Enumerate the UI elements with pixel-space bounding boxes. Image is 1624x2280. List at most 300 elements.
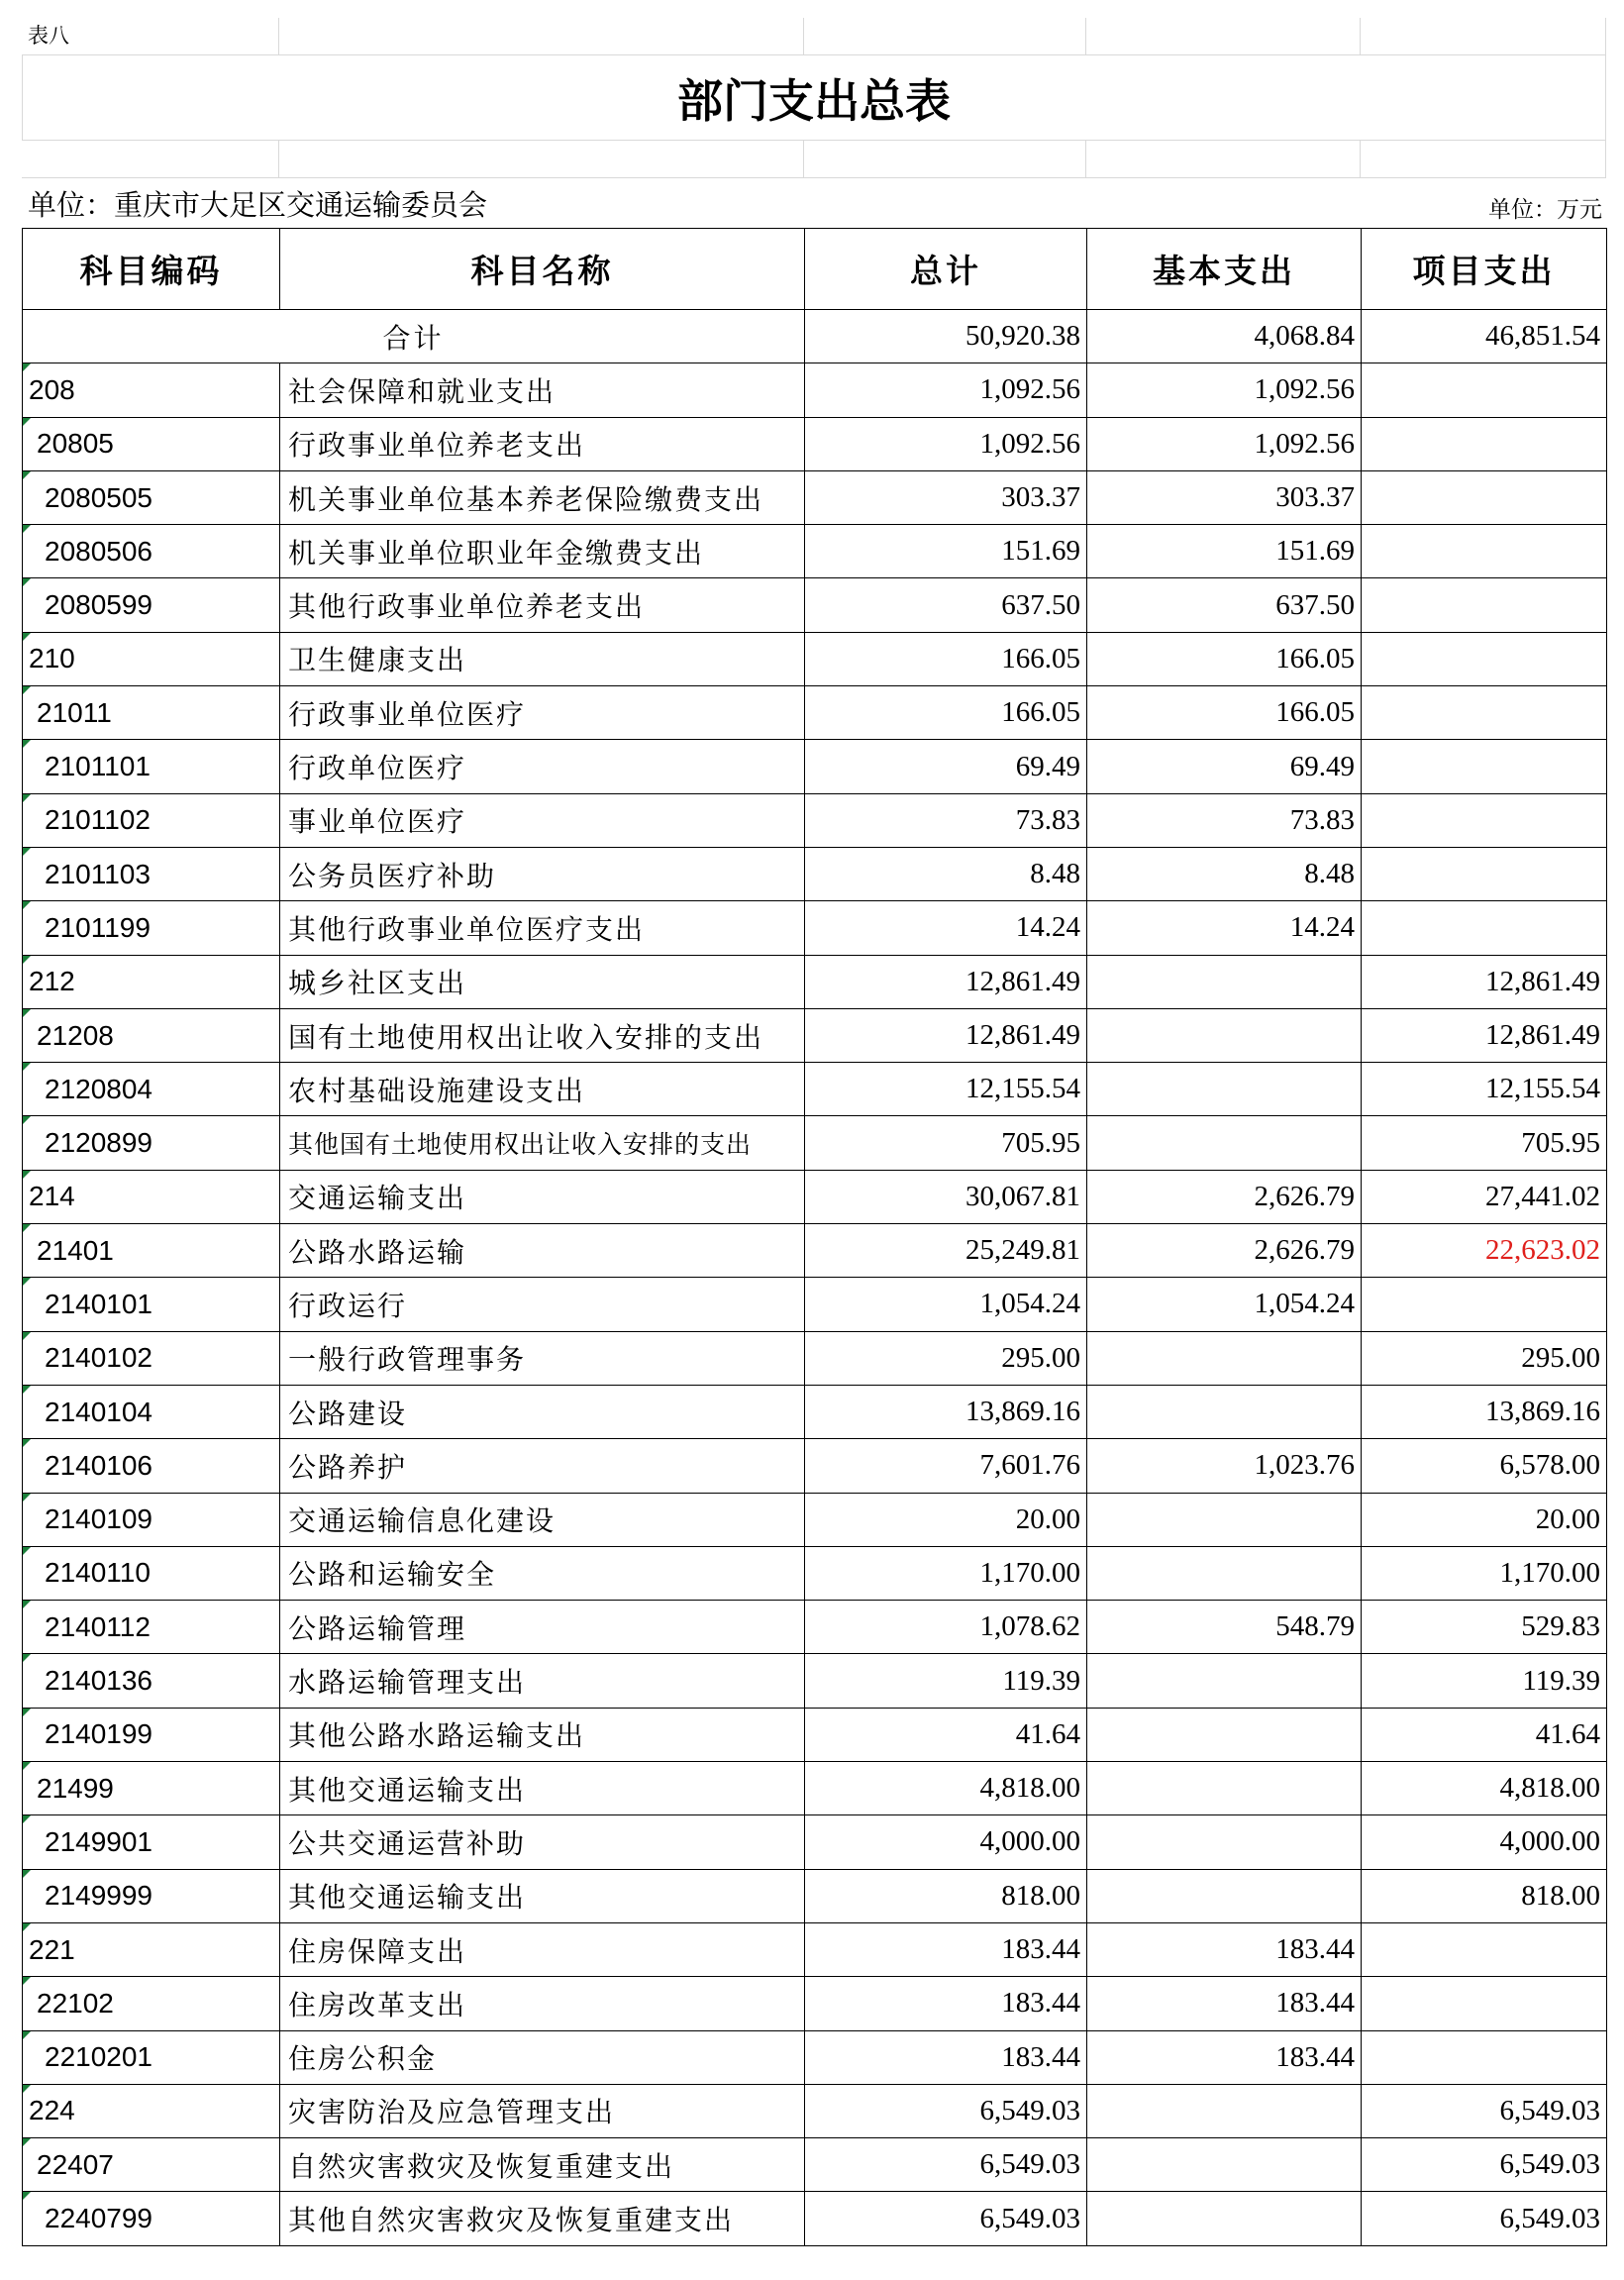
row-basic: 1,054.24 — [1087, 1278, 1362, 1331]
header-project: 项目支出 — [1362, 229, 1607, 310]
text-number-indicator-icon — [23, 2085, 31, 2093]
row-code — [23, 901, 280, 955]
expenditure-table — [22, 228, 1607, 2246]
table-row — [23, 632, 1607, 685]
table-row — [23, 1224, 1607, 1278]
row-code-text: 2140112 — [45, 1610, 151, 1642]
row-name: 住房保障支出 — [280, 1922, 805, 1976]
row-code — [23, 1116, 280, 1170]
table-row — [23, 1439, 1607, 1493]
row-total: 12,861.49 — [805, 1008, 1087, 1062]
row-name: 行政单位医疗 — [280, 740, 805, 793]
text-number-indicator-icon — [23, 1332, 31, 1340]
text-number-indicator-icon — [23, 1762, 31, 1770]
row-project: 529.83 — [1362, 1601, 1607, 1654]
row-code — [23, 1493, 280, 1546]
row-code-text: 2149901 — [45, 1825, 153, 1857]
header-total: 总计 — [805, 229, 1087, 310]
row-total: 30,067.81 — [805, 1170, 1087, 1223]
row-code-text: 2149999 — [45, 1880, 153, 1912]
row-total: 20.00 — [805, 1493, 1087, 1546]
row-basic — [1087, 1654, 1362, 1708]
text-number-indicator-icon — [23, 1224, 31, 1232]
row-code-text: 20805 — [37, 428, 114, 460]
row-total: 295.00 — [805, 1331, 1087, 1385]
row-code-text: 21499 — [37, 1772, 114, 1804]
row-basic — [1087, 1815, 1362, 1869]
row-name: 交通运输支出 — [280, 1170, 805, 1223]
row-total: 705.95 — [805, 1116, 1087, 1170]
row-total: 25,249.81 — [805, 1224, 1087, 1278]
table-row — [23, 740, 1607, 793]
text-number-indicator-icon — [23, 471, 31, 479]
row-total: 4,000.00 — [805, 1815, 1087, 1869]
row-total: 73.83 — [805, 793, 1087, 847]
table-row — [23, 363, 1607, 417]
row-project: 705.95 — [1362, 1116, 1607, 1170]
row-code — [23, 1762, 280, 1815]
text-number-indicator-icon — [23, 1923, 31, 1931]
row-basic — [1087, 1008, 1362, 1062]
row-code — [23, 1546, 280, 1600]
table-row — [23, 2138, 1607, 2192]
row-basic: 166.05 — [1087, 686, 1362, 740]
row-code — [23, 2030, 280, 2084]
table-row — [23, 793, 1607, 847]
row-total: 69.49 — [805, 740, 1087, 793]
row-code-text: 224 — [29, 2095, 75, 2126]
row-project — [1362, 1278, 1607, 1331]
row-name: 公路运输管理 — [280, 1601, 805, 1654]
row-code-text: 22102 — [37, 1987, 114, 2019]
row-code-text: 2080599 — [45, 589, 153, 621]
row-name: 城乡社区支出 — [280, 955, 805, 1008]
row-total: 4,818.00 — [805, 1762, 1087, 1815]
total-label: 合计 — [23, 310, 805, 363]
table-row — [23, 1278, 1607, 1331]
row-project — [1362, 1977, 1607, 2030]
row-name: 其他国有土地使用权出让收入安排的支出 — [280, 1116, 805, 1170]
row-code-text: 208 — [29, 373, 75, 405]
row-name: 交通运输信息化建设 — [280, 1493, 805, 1546]
row-code — [23, 632, 280, 685]
row-code — [23, 1601, 280, 1654]
row-code-text: 214 — [29, 1181, 75, 1212]
row-name: 住房改革支出 — [280, 1977, 805, 2030]
row-basic: 8.48 — [1087, 847, 1362, 900]
table-row — [23, 417, 1607, 470]
row-total: 13,869.16 — [805, 1385, 1087, 1438]
row-basic — [1087, 2192, 1362, 2245]
row-code-text: 2101101 — [45, 751, 151, 782]
row-total: 6,549.03 — [805, 2138, 1087, 2192]
row-basic: 183.44 — [1087, 2030, 1362, 2084]
row-basic — [1087, 1546, 1362, 1600]
table-row — [23, 2030, 1607, 2084]
text-number-indicator-icon — [23, 1116, 31, 1124]
table-row — [23, 847, 1607, 900]
row-name: 其他交通运输支出 — [280, 1762, 805, 1815]
text-number-indicator-icon — [23, 1009, 31, 1017]
row-basic — [1087, 2138, 1362, 2192]
row-basic — [1087, 2084, 1362, 2137]
row-total: 12,155.54 — [805, 1063, 1087, 1116]
row-code — [23, 1869, 280, 1922]
total-row — [23, 310, 1607, 363]
table-row — [23, 2084, 1607, 2137]
row-project — [1362, 470, 1607, 524]
table-row — [23, 1493, 1607, 1546]
row-code — [23, 1331, 280, 1385]
table-row — [23, 1922, 1607, 1976]
row-name: 公路水路运输 — [280, 1224, 805, 1278]
row-name: 其他公路水路运输支出 — [280, 1708, 805, 1761]
row-project: 6,549.03 — [1362, 2084, 1607, 2137]
row-name: 公路建设 — [280, 1385, 805, 1438]
row-project: 41.64 — [1362, 1708, 1607, 1761]
row-name: 事业单位医疗 — [280, 793, 805, 847]
row-project — [1362, 525, 1607, 578]
row-code-text: 2140102 — [45, 1342, 153, 1374]
row-name: 国有土地使用权出让收入安排的支出 — [280, 1008, 805, 1062]
row-name: 其他行政事业单位医疗支出 — [280, 901, 805, 955]
row-total: 183.44 — [805, 1922, 1087, 1976]
row-code — [23, 1278, 280, 1331]
row-code — [23, 793, 280, 847]
row-code — [23, 2192, 280, 2245]
row-name: 农村基础设施建设支出 — [280, 1063, 805, 1116]
row-code — [23, 1170, 280, 1223]
currency-unit: 单位：万元 — [1488, 197, 1602, 223]
row-project — [1362, 2030, 1607, 2084]
text-number-indicator-icon — [23, 525, 31, 533]
text-number-indicator-icon — [23, 901, 31, 909]
row-name: 机关事业单位职业年金缴费支出 — [280, 525, 805, 578]
row-name: 社会保障和就业支出 — [280, 363, 805, 417]
row-code — [23, 1224, 280, 1278]
row-project: 295.00 — [1362, 1331, 1607, 1385]
unit-row — [22, 178, 1606, 228]
row-code-text: 22407 — [37, 2148, 114, 2180]
text-number-indicator-icon — [23, 1386, 31, 1394]
blank-row — [22, 141, 1606, 178]
row-basic: 73.83 — [1087, 793, 1362, 847]
row-code-text: 2140106 — [45, 1449, 153, 1481]
row-code — [23, 1654, 280, 1708]
text-number-indicator-icon — [23, 2031, 31, 2039]
text-number-indicator-icon — [23, 418, 31, 426]
row-code-text: 2101199 — [45, 911, 151, 943]
table-row — [23, 1116, 1607, 1170]
text-number-indicator-icon — [23, 578, 31, 586]
table-row — [23, 1170, 1607, 1223]
row-total: 1,092.56 — [805, 417, 1087, 470]
row-project — [1362, 417, 1607, 470]
row-name: 住房公积金 — [280, 2030, 805, 2084]
header-name: 科目名称 — [280, 229, 805, 310]
page-title: 部门支出总表 — [22, 55, 1606, 141]
row-code — [23, 1385, 280, 1438]
text-number-indicator-icon — [23, 686, 31, 694]
table-row — [23, 1708, 1607, 1761]
row-code-text: 2080505 — [45, 481, 153, 513]
row-total: 8.48 — [805, 847, 1087, 900]
row-name: 行政事业单位养老支出 — [280, 417, 805, 470]
row-basic — [1087, 1331, 1362, 1385]
row-basic: 151.69 — [1087, 525, 1362, 578]
row-code — [23, 1439, 280, 1493]
spreadsheet — [22, 18, 1606, 2246]
row-code — [23, 2084, 280, 2137]
row-project: 6,578.00 — [1362, 1439, 1607, 1493]
total-total: 50,920.38 — [805, 310, 1087, 363]
row-project: 13,869.16 — [1362, 1385, 1607, 1438]
text-number-indicator-icon — [23, 1815, 31, 1823]
row-total: 151.69 — [805, 525, 1087, 578]
row-basic: 303.37 — [1087, 470, 1362, 524]
row-code-text: 2140136 — [45, 1665, 153, 1697]
text-number-indicator-icon — [23, 1063, 31, 1071]
row-code — [23, 578, 280, 632]
row-code-text: 2101103 — [45, 858, 151, 889]
row-basic: 2,626.79 — [1087, 1224, 1362, 1278]
row-code — [23, 847, 280, 900]
row-code — [23, 2138, 280, 2192]
row-code-text: 2080506 — [45, 535, 153, 567]
total-basic: 4,068.84 — [1087, 310, 1362, 363]
row-name: 公路和运输安全 — [280, 1546, 805, 1600]
row-code-text: 2210201 — [45, 2041, 153, 2073]
row-total: 1,078.62 — [805, 1601, 1087, 1654]
row-basic: 1,092.56 — [1087, 417, 1362, 470]
row-name: 其他行政事业单位养老支出 — [280, 578, 805, 632]
row-total: 166.05 — [805, 686, 1087, 740]
row-code-text: 2120899 — [45, 1127, 153, 1159]
text-number-indicator-icon — [23, 363, 31, 371]
row-basic: 637.50 — [1087, 578, 1362, 632]
row-basic: 166.05 — [1087, 632, 1362, 685]
text-number-indicator-icon — [23, 794, 31, 802]
row-basic — [1087, 1493, 1362, 1546]
row-project — [1362, 686, 1607, 740]
row-basic — [1087, 1762, 1362, 1815]
row-code-text: 2140109 — [45, 1503, 153, 1535]
row-code-text: 2140199 — [45, 1718, 153, 1750]
row-code-text: 2120804 — [45, 1073, 153, 1104]
table-row — [23, 686, 1607, 740]
row-basic: 2,626.79 — [1087, 1170, 1362, 1223]
text-number-indicator-icon — [23, 1439, 31, 1447]
row-project: 6,549.03 — [1362, 2138, 1607, 2192]
row-name: 灾害防治及应急管理支出 — [280, 2084, 805, 2137]
row-project — [1362, 1922, 1607, 1976]
row-project — [1362, 632, 1607, 685]
row-name: 其他自然灾害救灾及恢复重建支出 — [280, 2192, 805, 2245]
table-row — [23, 1977, 1607, 2030]
table-row — [23, 1385, 1607, 1438]
text-number-indicator-icon — [23, 1171, 31, 1179]
text-number-indicator-icon — [23, 1654, 31, 1662]
row-total: 183.44 — [805, 2030, 1087, 2084]
table-row — [23, 1869, 1607, 1922]
row-total: 12,861.49 — [805, 955, 1087, 1008]
row-code-text: 21401 — [37, 1234, 114, 1266]
row-total: 166.05 — [805, 632, 1087, 685]
row-code — [23, 1977, 280, 2030]
header-code: 科目编码 — [23, 229, 280, 310]
row-project: 4,818.00 — [1362, 1762, 1607, 1815]
row-name: 公共交通运营补助 — [280, 1815, 805, 1869]
header-row — [23, 229, 1607, 310]
row-name: 行政运行 — [280, 1278, 805, 1331]
row-code-text: 210 — [29, 643, 75, 674]
row-total: 14.24 — [805, 901, 1087, 955]
row-code — [23, 470, 280, 524]
text-number-indicator-icon — [23, 1601, 31, 1608]
row-code — [23, 1922, 280, 1976]
table-row — [23, 525, 1607, 578]
table-row — [23, 1762, 1607, 1815]
row-project: 12,861.49 — [1362, 1008, 1607, 1062]
row-code-text: 2240799 — [45, 2203, 153, 2234]
row-basic: 183.44 — [1087, 1922, 1362, 1976]
table-row — [23, 2192, 1607, 2245]
row-project — [1362, 847, 1607, 900]
row-total: 7,601.76 — [805, 1439, 1087, 1493]
row-total: 1,054.24 — [805, 1278, 1087, 1331]
text-number-indicator-icon — [23, 633, 31, 641]
row-name: 水路运输管理支出 — [280, 1654, 805, 1708]
row-project — [1362, 363, 1607, 417]
header-basic: 基本支出 — [1087, 229, 1362, 310]
row-code — [23, 740, 280, 793]
text-number-indicator-icon — [23, 956, 31, 964]
row-code-text: 2140104 — [45, 1396, 153, 1427]
row-code — [23, 955, 280, 1008]
row-basic: 1,092.56 — [1087, 363, 1362, 417]
row-basic: 14.24 — [1087, 901, 1362, 955]
row-project: 119.39 — [1362, 1654, 1607, 1708]
row-code-text: 21208 — [37, 1019, 114, 1051]
row-name: 自然灾害救灾及恢复重建支出 — [280, 2138, 805, 2192]
row-total: 6,549.03 — [805, 2084, 1087, 2137]
table-row — [23, 578, 1607, 632]
row-code — [23, 417, 280, 470]
row-code — [23, 363, 280, 417]
row-project: 12,155.54 — [1362, 1063, 1607, 1116]
row-basic — [1087, 1116, 1362, 1170]
row-total: 303.37 — [805, 470, 1087, 524]
row-total: 637.50 — [805, 578, 1087, 632]
text-number-indicator-icon — [23, 1494, 31, 1502]
row-code — [23, 525, 280, 578]
row-name: 行政事业单位医疗 — [280, 686, 805, 740]
row-project: 27,441.02 — [1362, 1170, 1607, 1223]
department-unit: 单位：重庆市大足区交通运输委员会 — [28, 188, 488, 222]
row-total: 6,549.03 — [805, 2192, 1087, 2245]
row-code-text: 21011 — [37, 696, 112, 728]
row-basic — [1087, 955, 1362, 1008]
table-row — [23, 1601, 1607, 1654]
row-name: 机关事业单位基本养老保险缴费支出 — [280, 470, 805, 524]
row-code — [23, 1063, 280, 1116]
row-total: 119.39 — [805, 1654, 1087, 1708]
row-code — [23, 1008, 280, 1062]
text-number-indicator-icon — [23, 1870, 31, 1878]
row-code-text: 212 — [29, 966, 75, 997]
table-row — [23, 1546, 1607, 1600]
table-row — [23, 470, 1607, 524]
row-basic — [1087, 1708, 1362, 1761]
table-label: 表八 — [22, 18, 279, 54]
table-label-row — [22, 18, 1606, 55]
row-basic — [1087, 1063, 1362, 1116]
row-code-text: 2140110 — [45, 1557, 151, 1589]
table-row — [23, 955, 1607, 1008]
row-total: 818.00 — [805, 1869, 1087, 1922]
row-basic: 69.49 — [1087, 740, 1362, 793]
row-project: 22,623.02 — [1362, 1224, 1607, 1278]
row-project — [1362, 793, 1607, 847]
row-total: 1,092.56 — [805, 363, 1087, 417]
row-name: 公路养护 — [280, 1439, 805, 1493]
row-basic: 1,023.76 — [1087, 1439, 1362, 1493]
row-code — [23, 686, 280, 740]
row-project: 20.00 — [1362, 1493, 1607, 1546]
row-code — [23, 1708, 280, 1761]
text-number-indicator-icon — [23, 1278, 31, 1286]
row-project: 12,861.49 — [1362, 955, 1607, 1008]
total-project: 46,851.54 — [1362, 310, 1607, 363]
row-code-text: 2101102 — [45, 804, 151, 836]
row-code — [23, 1815, 280, 1869]
row-basic — [1087, 1869, 1362, 1922]
text-number-indicator-icon — [23, 2138, 31, 2146]
row-project — [1362, 740, 1607, 793]
row-name: 卫生健康支出 — [280, 632, 805, 685]
table-row — [23, 1331, 1607, 1385]
row-code-text: 221 — [29, 1933, 75, 1965]
text-number-indicator-icon — [23, 740, 31, 748]
row-project: 4,000.00 — [1362, 1815, 1607, 1869]
table-row — [23, 1815, 1607, 1869]
row-project: 1,170.00 — [1362, 1546, 1607, 1600]
row-project — [1362, 901, 1607, 955]
row-project: 818.00 — [1362, 1869, 1607, 1922]
row-total: 183.44 — [805, 1977, 1087, 2030]
row-name: 公务员医疗补助 — [280, 847, 805, 900]
table-row — [23, 1063, 1607, 1116]
row-basic — [1087, 1385, 1362, 1438]
text-number-indicator-icon — [23, 848, 31, 856]
row-basic: 548.79 — [1087, 1601, 1362, 1654]
text-number-indicator-icon — [23, 1709, 31, 1716]
table-row — [23, 1008, 1607, 1062]
row-name: 其他交通运输支出 — [280, 1869, 805, 1922]
row-project — [1362, 578, 1607, 632]
table-row — [23, 901, 1607, 955]
text-number-indicator-icon — [23, 1547, 31, 1555]
row-total: 41.64 — [805, 1708, 1087, 1761]
table-row — [23, 1654, 1607, 1708]
text-number-indicator-icon — [23, 1977, 31, 1985]
row-project: 6,549.03 — [1362, 2192, 1607, 2245]
row-name: 一般行政管理事务 — [280, 1331, 805, 1385]
row-basic: 183.44 — [1087, 1977, 1362, 2030]
text-number-indicator-icon — [23, 2192, 31, 2200]
row-code-text: 2140101 — [45, 1288, 153, 1319]
row-total: 1,170.00 — [805, 1546, 1087, 1600]
